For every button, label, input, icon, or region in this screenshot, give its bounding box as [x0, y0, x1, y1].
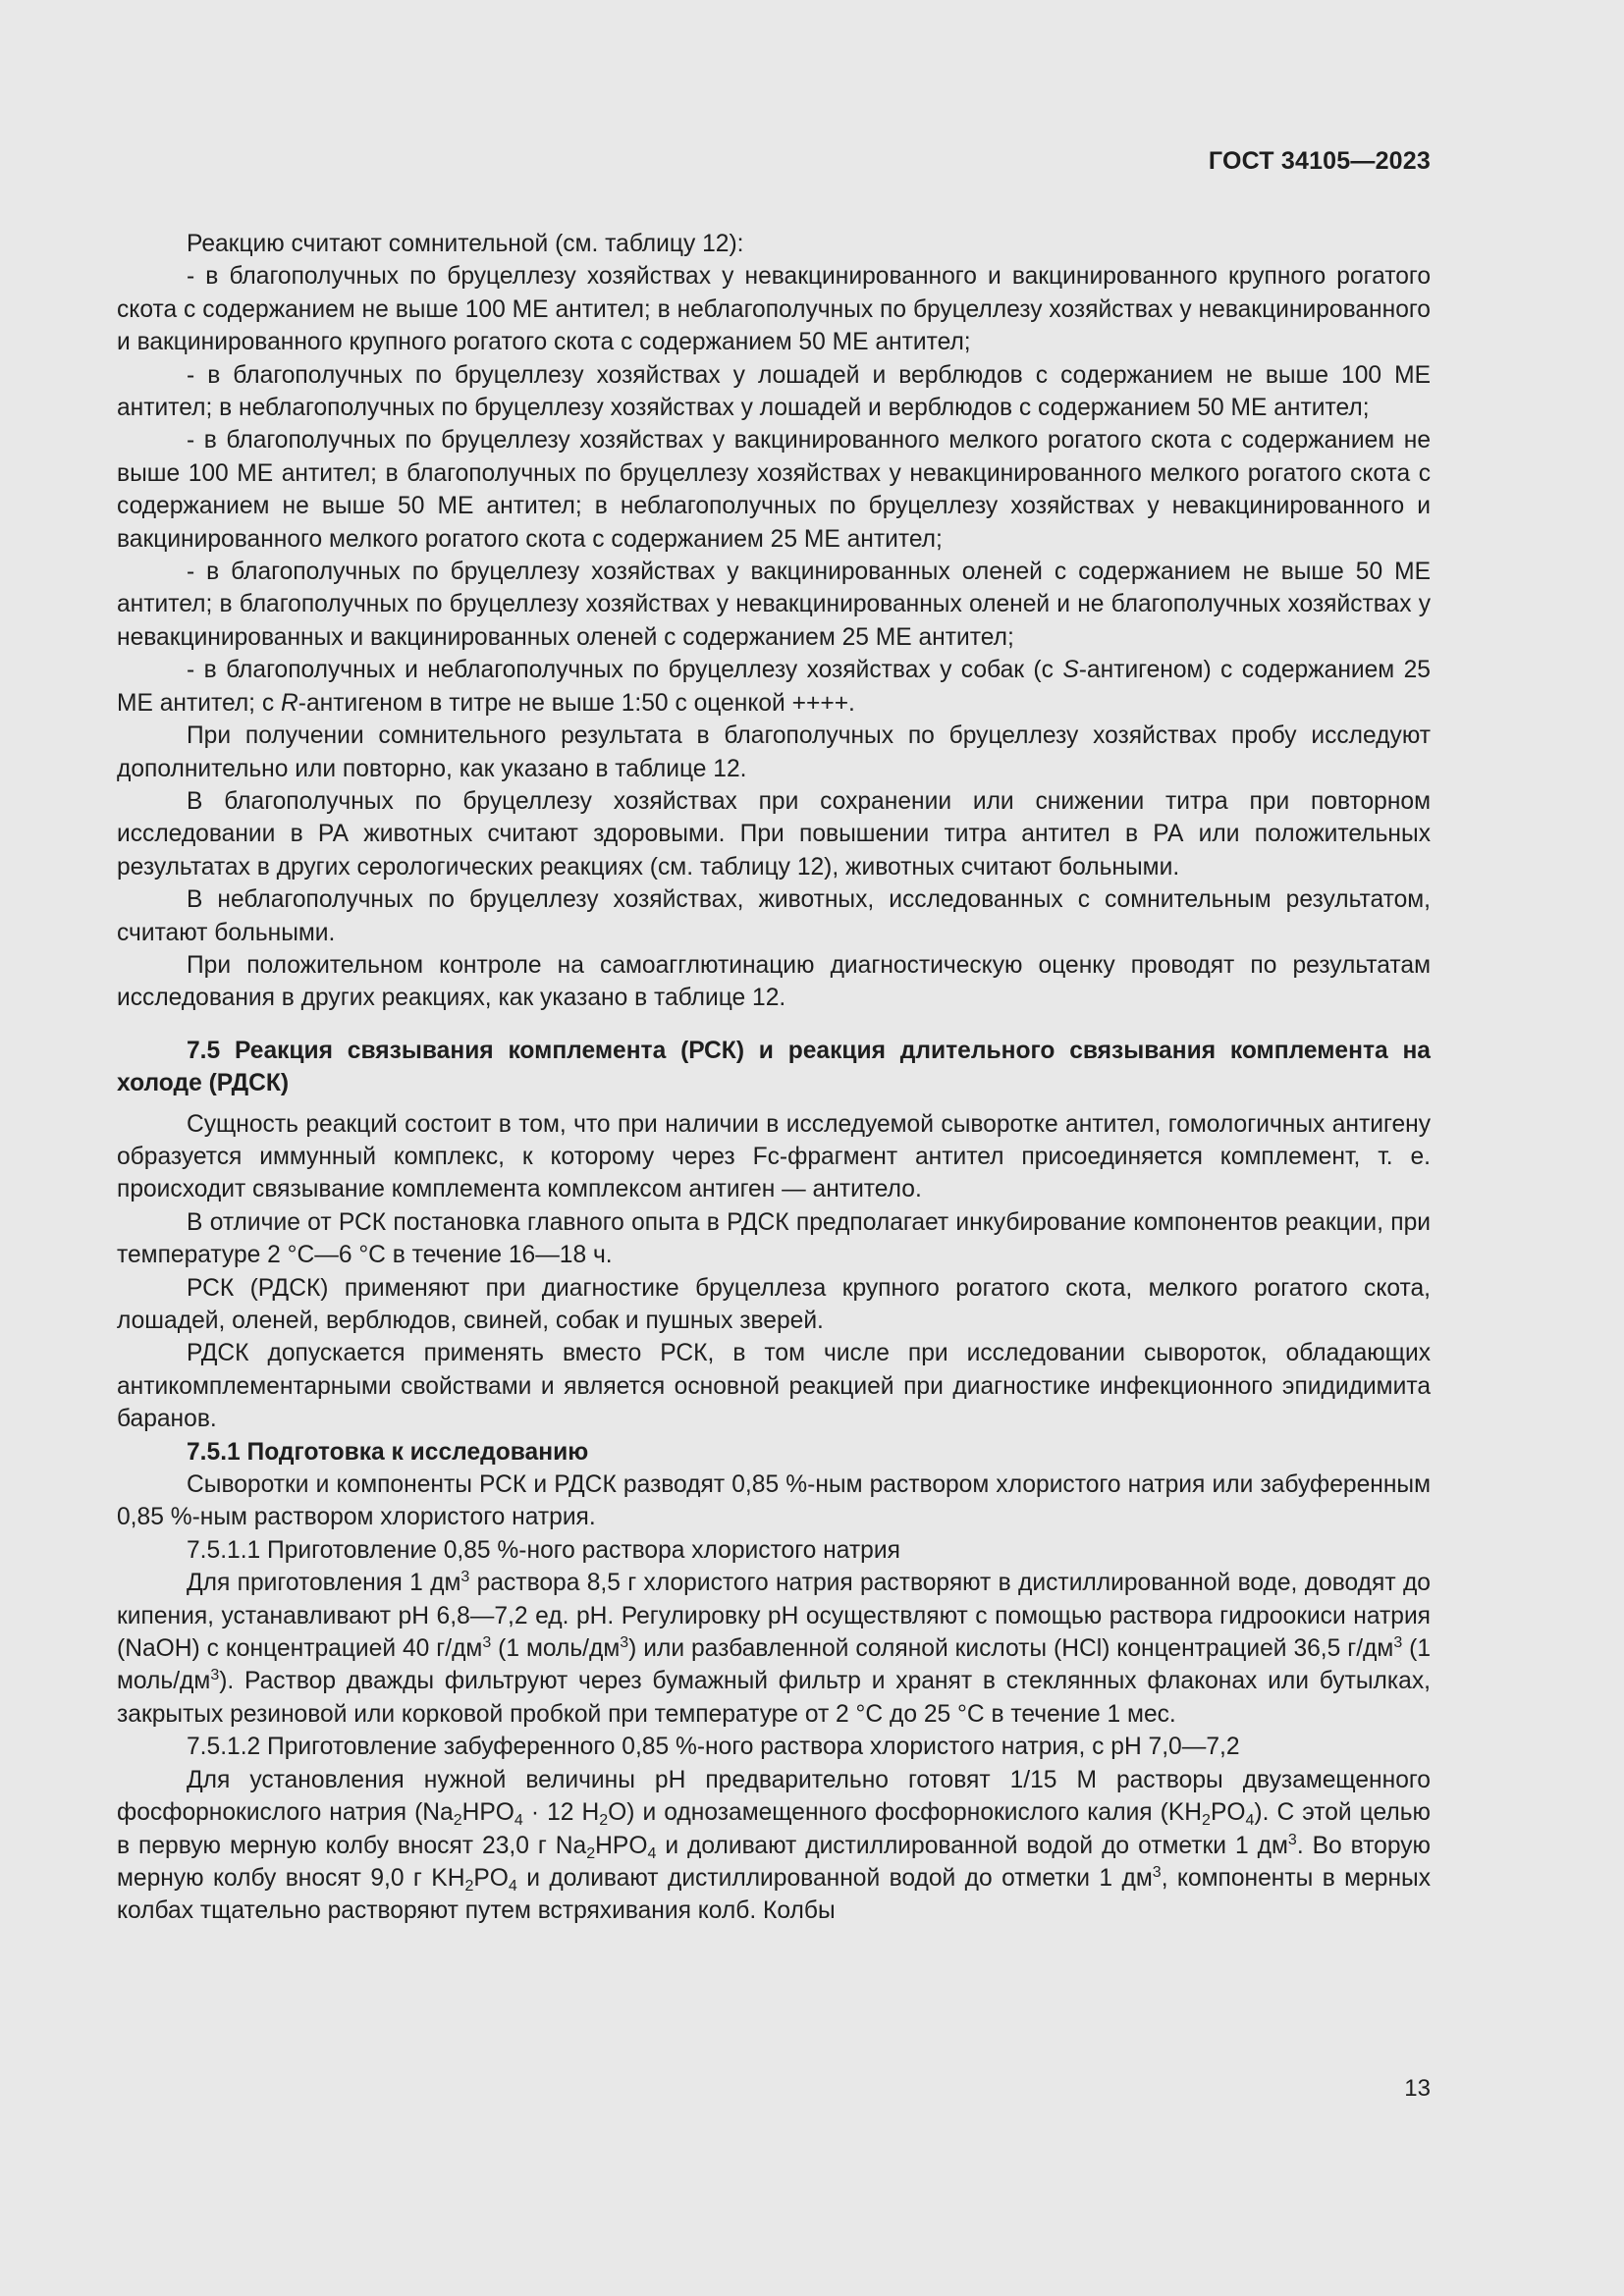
paragraph: При положительном контроле на самоагглютинацию диагностическую оценку проводят по результатам исследования в других реакциях, как указано в таблице 12. — [117, 951, 1431, 1012]
list-item: - в благополучных и неблагополучных по бруцеллезу хозяйствах у собак (с S-антигеном) с содержанием 25 МЕ антител; с R-антигеном в титре не выше 1:50 с оценкой ++++. — [117, 657, 1431, 717]
list-item: - в благополучных по бруцеллезу хозяйствах у вакцинированных оленей с содержанием не выше 50 МЕ антител; в благополучных по бруцеллезу хозяйствах у невакцинированных оленей и не благополучных хозяйствах у невакцинированных и вакцинированных оленей с содержанием 25 МЕ антител; — [117, 559, 1431, 651]
subsection-heading-7-5-1-2: 7.5.1.2 Приготовление забуференного 0,85 %-ного раствора хлористого натрия, с рН 7,0—7,2 — [187, 1734, 1240, 1761]
paragraph: Сущность реакций состоит в том, что при наличии в исследуемой сыворотке антител, гомологичных антигену образуется иммунный комплекс, к которому через Fc-фрагмент антител присоединяется комплемент, т. е. происходит связывание комплемента комплексом антиген — антитело. — [117, 1110, 1431, 1203]
paragraph: Для приготовления 1 $дм^3$ раствора 8,5 г хлористого натрия растворяют в дистиллированной воде, доводят до кипения, устанавливают рН 6,8—7,2 ед. рН. Регулировку рН осуществляют с помощью раствора гидроокиси натрия (NaOH) с концентрацией 40 $г/дм^3$ (1 моль/$дм^3$) или разбавленной соляной кислоты (HCl) концентрацией 36,5 $г/дм^3$ (1 моль/$дм^3$). Раствор дважды фильтруют через бумажный фильтр и хранят в стеклянных флаконах или бутылках, закрытых резиновой или корковой пробкой при температуре от 2 °С до 25 °С в течение 1 мес. — [117, 1569, 1432, 1728]
list-item: - в благополучных по бруцеллезу хозяйствах у вакцинированного мелкого рогатого скота с содержанием не выше 100 МЕ антител; в благополучных по бруцеллезу хозяйствах у невакцинированного мелкого рогатого скота с содержанием не выше 50 МЕ антител; в неблагополучных по бруцеллезу хозяйствах у невакцинированного и вакцинированного мелкого рогатого скота с содержанием 25 МЕ антител; — [117, 427, 1431, 553]
paragraph: Для установления нужной величины рН предварительно готовят 1/15 М растворы двузамещенного фосфорнокислого натрия ($Na_2HPO_4 \cdot 12$ $H_2O$) и однозамещенного фосфорнокислого калия $(KH_2PO_4)$. С этой целью в первую мерную колбу вносят 23,0 г $Na_2HPO_4$ и доливают дистиллированной водой до отметки 1 $дм^3$. Во вторую мерную колбу вносят 9,0 г $KH_2PO_4$ и доливают дистиллированной водой до отметки 1 $дм^3$, компоненты в мерных колбах тщательно растворяют путем встряхивания колб. Колбы — [117, 1766, 1432, 1925]
paragraph: РДСК допускается применять вместо РСК, в том числе при исследовании сывороток, обладающих антикомплементарными свойствами и является основной реакцией при диагностике инфекционного эпидидимита баранов. — [117, 1340, 1431, 1433]
paragraph: Реакцию считают сомнительной (см. таблицу 12): — [187, 231, 744, 257]
page-number: 13 — [1404, 2075, 1431, 2102]
subsection-heading-7-5-1: 7.5.1 Подготовка к исследованию — [187, 1438, 589, 1466]
list-item: - в благополучных по бруцеллезу хозяйствах у невакцинированного и вакцинированного крупного рогатого скота с содержанием не выше 100 МЕ антител; в неблагополучных по бруцеллезу хозяйствах у невакцинированного и вакцинированного крупного рогатого скота с содержанием 50 МЕ антител; — [117, 263, 1431, 356]
list-item: - в благополучных по бруцеллезу хозяйствах у лошадей и верблюдов с содержанием не выше 100 МЕ антител; в неблагополучных по бруцеллезу хозяйствах у лошадей и верблюдов с содержанием 50 МЕ антител; — [117, 361, 1431, 422]
paragraph: РСК (РДСК) применяют при диагностике бруцеллеза крупного рогатого скота, мелкого рогатого скота, лошадей, оленей, верблюдов, свиней, собак и пушных зверей. — [117, 1274, 1431, 1334]
subsection-heading-7-5-1-1: 7.5.1.1 Приготовление 0,85 %-ного раствора хлористого натрия — [187, 1536, 900, 1564]
section-heading-7-5: 7.5 Реакция связывания комплемента (РСК) и реакция длительного связывания комплемента на холоде (РДСК) — [117, 1037, 1431, 1097]
page-content — [117, 228, 1431, 1928]
paragraph: При получении сомнительного результата в благополучных по бруцеллезу хозяйствах пробу исследуют дополнительно или повторно, как указано в таблице 12. — [117, 722, 1431, 782]
standard-header: ГОСТ 34105—2023 — [1208, 147, 1431, 175]
paragraph: В неблагополучных по бруцеллезу хозяйствах, животных, исследованных с сомнительным результатом, считают больными. — [117, 886, 1431, 946]
paragraph: Сыворотки и компоненты РСК и РДСК разводят 0,85 %-ным раствором хлористого натрия или забуференным 0,85 %-ным раствором хлористого натрия. — [117, 1471, 1431, 1531]
paragraph: В отличие от РСК постановка главного опыта в РДСК предполагает инкубирование компонентов реакции, при температуре 2 °С—6 °С в течение 16—18 ч. — [117, 1208, 1431, 1269]
paragraph: В благополучных по бруцеллезу хозяйствах при сохранении или снижении титра при повторном исследовании в РА животных считают здоровыми. При повышении титра антител в РА или положительных результатах в других серологических реакциях (см. таблицу 12), животных считают больными. — [117, 787, 1431, 881]
